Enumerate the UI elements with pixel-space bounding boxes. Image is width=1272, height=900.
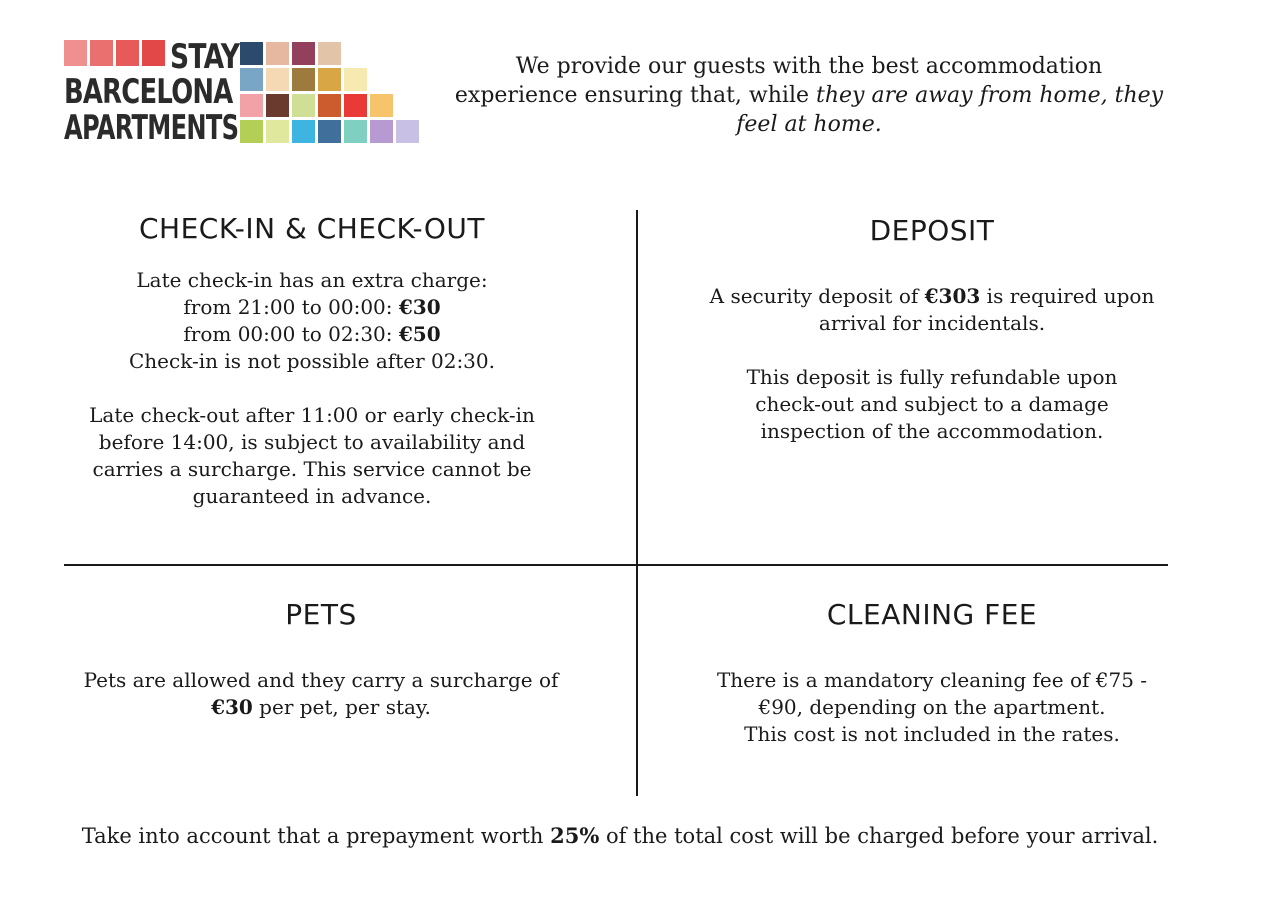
checkin-line-1: Late check-in has an extra charge: xyxy=(136,268,488,292)
checkin-line-4: Check-in is not possible after 02:30. xyxy=(129,349,495,373)
pets-price: €30 xyxy=(211,695,253,719)
prepayment-note xyxy=(40,822,1200,850)
intro-line-2-italic: they are away from home, they xyxy=(816,83,1164,108)
logo-word-stay: STAY xyxy=(170,37,240,77)
checkin-line-3-text: from 00:00 to 02:30: xyxy=(183,322,399,346)
logo-grid-square xyxy=(266,120,289,143)
checkout-line-1: Late check-out after 11:00 or early check-in xyxy=(89,403,535,427)
deposit-refund-line-1: This deposit is fully refundable upon xyxy=(746,365,1118,389)
logo-grid-square xyxy=(240,42,263,65)
logo-grid-square xyxy=(266,68,289,91)
deposit-refund-line-2: check-out and subject to a damage xyxy=(755,392,1109,416)
intro-line-2-plain: experience ensuring that, while xyxy=(454,83,816,108)
vertical-divider xyxy=(636,210,638,796)
prepayment-post: of the total cost will be charged before your arrival. xyxy=(599,824,1159,848)
logo-grid-square xyxy=(344,120,367,143)
logo-word-barcelona: BARCELONA xyxy=(64,72,233,112)
deposit-line-1-pre: A security deposit of xyxy=(709,284,925,308)
logo-strip-square xyxy=(142,40,165,66)
logo-grid-square xyxy=(240,94,263,117)
deposit-amount: €303 xyxy=(924,284,981,308)
logo-grid-square xyxy=(318,68,341,91)
checkin-line-2 xyxy=(64,294,560,321)
stay-barcelona-logo xyxy=(64,37,424,148)
logo-color-strip xyxy=(64,40,168,66)
intro-text xyxy=(440,52,1178,139)
logo-strip-square xyxy=(90,40,113,66)
logo-grid-square xyxy=(370,94,393,117)
checkin-line-2-text: from 21:00 to 00:00: xyxy=(183,295,399,319)
prepayment-percent: 25% xyxy=(550,823,600,848)
deposit-line-1 xyxy=(690,283,1174,310)
checkin-title: CHECK-IN & CHECK-OUT xyxy=(139,212,485,245)
horizontal-divider xyxy=(64,564,1168,566)
pets-line-1: Pets are allowed and they carry a surcharge of xyxy=(83,668,559,692)
cleaning-line-1: There is a mandatory cleaning fee of €75 - xyxy=(716,668,1148,692)
checkout-line-2: before 14:00, is subject to availability and xyxy=(98,430,526,454)
deposit-line-2: arrival for incidentals. xyxy=(818,311,1046,335)
deposit-title: DEPOSIT xyxy=(869,214,995,247)
logo-grid-square xyxy=(292,120,315,143)
logo-grid-square xyxy=(240,120,263,143)
cleaning-line-3: This cost is not included in the rates. xyxy=(744,722,1120,746)
logo-grid-square xyxy=(240,68,263,91)
deposit-line-1-post: is required upon xyxy=(980,284,1155,308)
checkin-line-3-price: €50 xyxy=(398,322,441,346)
logo-grid-square xyxy=(318,120,341,143)
checkin-line-2-price: €30 xyxy=(398,295,441,319)
pets-section xyxy=(64,598,578,721)
logo-grid-square xyxy=(292,94,315,117)
logo-grid-square xyxy=(266,94,289,117)
logo-strip-square xyxy=(64,40,87,66)
intro-line-3-italic: feel at home. xyxy=(736,112,882,137)
logo-grid-square xyxy=(370,120,393,143)
checkin-section xyxy=(64,212,560,510)
logo-grid-square xyxy=(292,42,315,65)
logo-grid-square xyxy=(266,42,289,65)
checkout-line-3: carries a surcharge. This service cannot be xyxy=(92,457,532,481)
cleaning-line-2: €90, depending on the apartment. xyxy=(758,695,1106,719)
prepayment-pre: Take into account that a prepayment worth xyxy=(81,824,551,848)
logo-strip-square xyxy=(116,40,139,66)
logo-grid-square xyxy=(318,94,341,117)
cleaning-section xyxy=(690,598,1174,748)
pets-line-2 xyxy=(64,694,578,721)
checkin-line-3 xyxy=(64,321,560,348)
intro-line-3 xyxy=(440,110,1178,139)
logo-grid-square xyxy=(396,120,419,143)
logo-grid-square xyxy=(344,94,367,117)
deposit-refund-line-3: inspection of the accommodation. xyxy=(760,419,1104,443)
pets-title: PETS xyxy=(285,598,357,631)
intro-line-1: We provide our guests with the best accommodation xyxy=(515,54,1103,79)
logo-grid-square xyxy=(318,42,341,65)
intro-line-2 xyxy=(440,81,1178,110)
deposit-section xyxy=(690,214,1174,445)
pets-line-2-post: per pet, per stay. xyxy=(252,695,431,719)
logo-word-apartments: APARTMENTS xyxy=(64,108,239,148)
logo-grid-square xyxy=(292,68,315,91)
checkout-line-4: guaranteed in advance. xyxy=(192,484,432,508)
logo-grid-square xyxy=(344,68,367,91)
cleaning-title: CLEANING FEE xyxy=(826,598,1038,631)
